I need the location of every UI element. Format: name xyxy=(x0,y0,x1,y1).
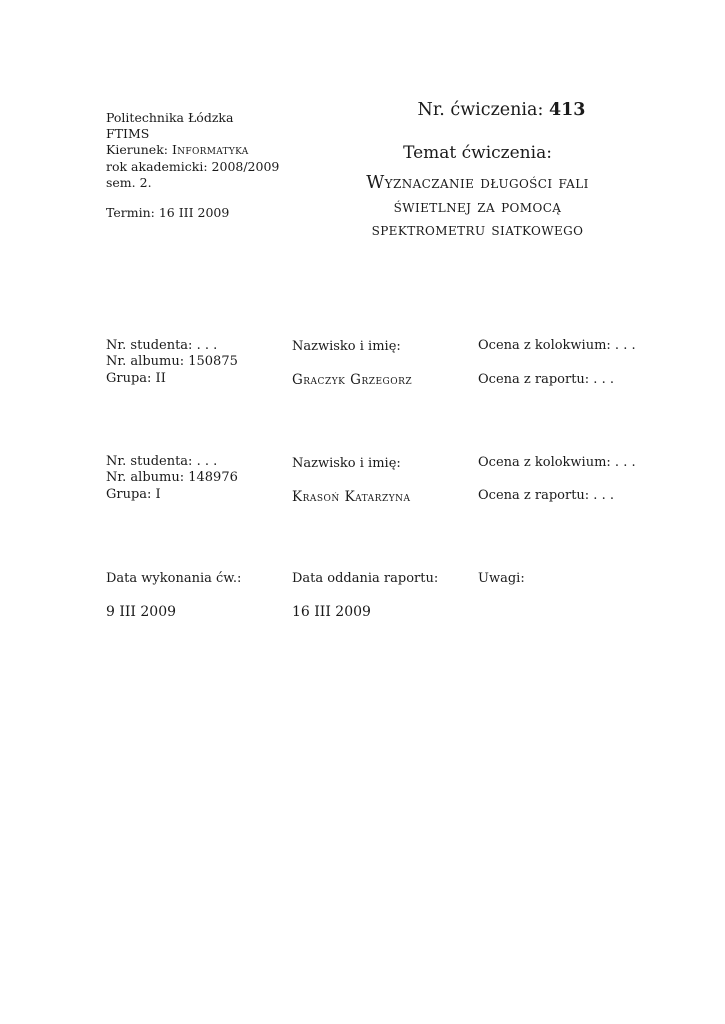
quiz-grade: Ocena z kolokwium: . . . xyxy=(478,338,636,353)
remarks-label: Uwagi: xyxy=(478,571,525,586)
album-number: Nr. albumu: 148976 xyxy=(106,470,238,486)
quiz-grade: Ocena z kolokwium: . . . xyxy=(478,455,636,470)
university-name: Politechnika Łódzka xyxy=(106,110,234,125)
performed-date-value: 9 III 2009 xyxy=(106,604,177,620)
exercise-block xyxy=(330,98,625,243)
name-label: Nazwisko i imię: xyxy=(292,456,401,471)
student-number: Nr. studenta: . . . xyxy=(106,454,218,469)
student-name: Graczyk Grzegorz xyxy=(292,372,413,388)
institution-block xyxy=(106,110,279,221)
topic-line: spektrometru siatkowego xyxy=(371,220,584,240)
group: Grupa: II xyxy=(106,370,166,386)
exercise-number-line xyxy=(330,98,625,122)
academic-year: rok akademicki: 2008/2009 xyxy=(106,158,280,174)
major-line xyxy=(106,142,279,158)
term-date: Termin: 16 III 2009 xyxy=(106,205,230,221)
student-2-ids xyxy=(106,454,238,503)
exercise-label: Nr. ćwiczenia: xyxy=(417,100,544,120)
topic-title xyxy=(330,172,625,243)
topic-label: Temat ćwiczenia: xyxy=(403,143,552,163)
name-label: Nazwisko i imię: xyxy=(292,339,401,354)
album-number: Nr. albumu: 150875 xyxy=(106,354,238,370)
student-1-ids xyxy=(106,338,238,387)
student-name: Krasoń Katarzyna xyxy=(292,489,411,505)
group: Grupa: I xyxy=(106,486,161,502)
faculty-name: FTIMS xyxy=(106,126,150,142)
major-label: Kierunek: xyxy=(106,142,168,158)
performed-date-label: Data wykonania ćw.: xyxy=(106,571,242,586)
submitted-date-value: 16 III 2009 xyxy=(292,604,371,620)
report-grade: Ocena z raportu: . . . xyxy=(478,488,614,503)
report-grade: Ocena z raportu: . . . xyxy=(478,372,614,387)
student-number: Nr. studenta: . . . xyxy=(106,338,218,353)
submitted-date-label: Data oddania raportu: xyxy=(292,571,439,586)
topic-line: świetlnej za pomocą xyxy=(393,196,562,217)
major-value: Informatyka xyxy=(171,142,249,158)
semester: sem. 2. xyxy=(106,174,152,190)
topic-line: Wyznaczanie długości fali xyxy=(366,173,589,193)
exercise-number: 413 xyxy=(548,100,586,120)
